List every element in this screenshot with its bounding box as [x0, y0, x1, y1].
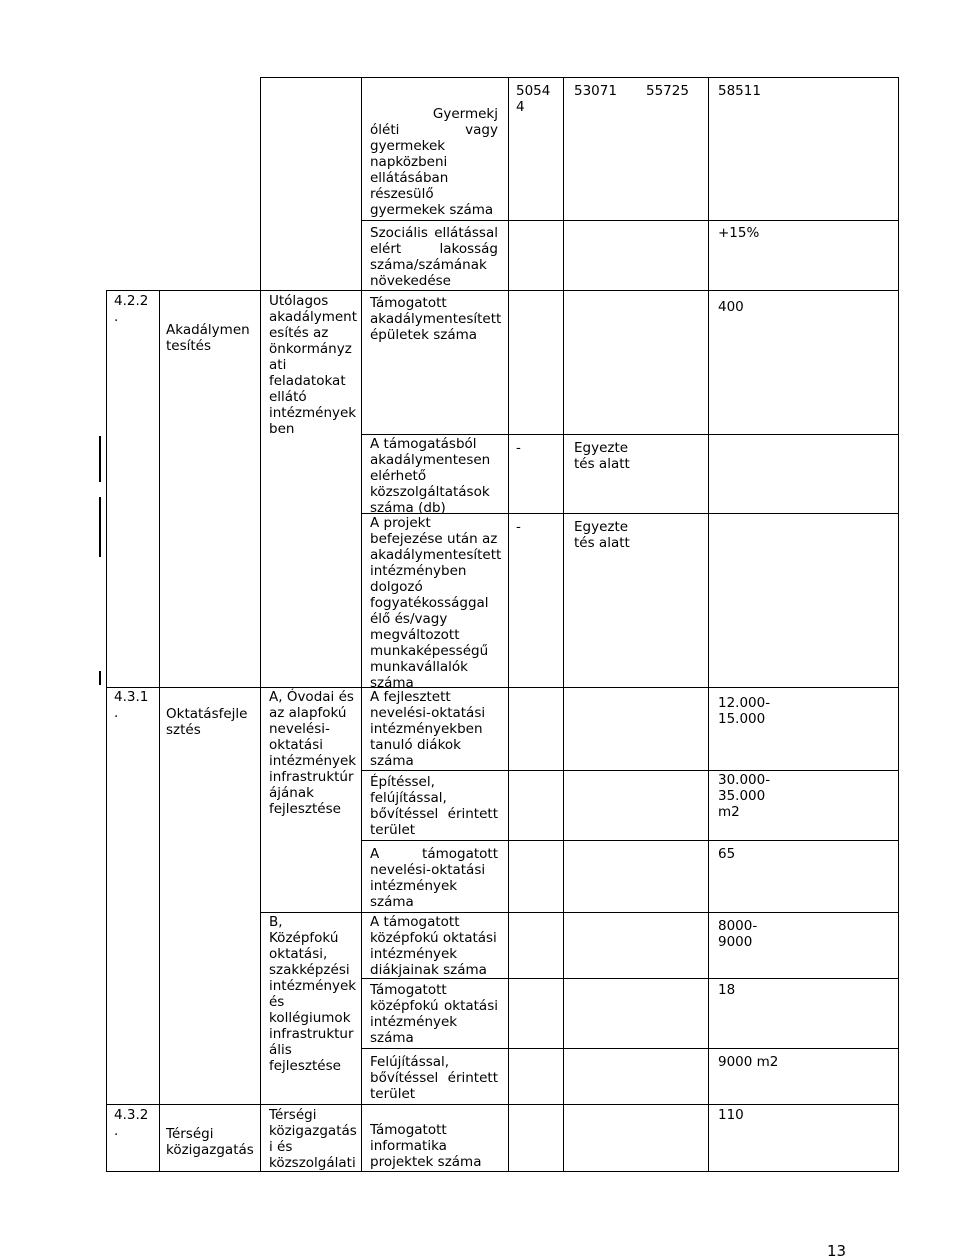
text-line: 12.000- [718, 695, 771, 711]
indicator-cell [370, 295, 502, 343]
text-line: intézményben [370, 563, 467, 579]
text-line: 4 [516, 99, 525, 115]
target-value [574, 519, 630, 551]
text-line: A fejlesztett [370, 689, 451, 705]
text-line: akadálymentesített [370, 311, 502, 327]
text-line: óléti vagy [370, 122, 498, 138]
text-line: A támogatásból [370, 436, 477, 452]
text-line: A támogatott [370, 914, 460, 930]
margin-change-bar [99, 436, 101, 482]
target-value [718, 695, 770, 727]
text-line: középfokú oktatási [370, 998, 498, 1014]
text-line: . [114, 1123, 119, 1139]
text-line: Felújítással, [370, 1054, 450, 1070]
row-rule [361, 770, 899, 771]
text-line: ellátó [269, 389, 307, 405]
text-line: gyermekek száma [370, 202, 494, 218]
table-border-bottom [106, 1171, 899, 1172]
text-line: ellátásában [370, 170, 449, 186]
text-line: munkavállalók [370, 659, 468, 675]
column-rule-name [159, 290, 160, 1172]
section-name [166, 706, 247, 738]
text-line: nevelési-oktatási [370, 862, 486, 878]
text-line: Utólagos [269, 293, 329, 309]
text-line: közigazgatás [269, 1123, 357, 1139]
text-line: önkormányz [269, 341, 352, 357]
text-line: élő és/vagy [370, 611, 448, 627]
text-line: m2 [718, 804, 740, 820]
section-number [114, 689, 148, 721]
text-line: Oktatásfejle [166, 706, 248, 722]
row-rule [106, 1104, 899, 1105]
target-value: 18 [718, 982, 736, 998]
text-line: A projekt [370, 515, 431, 531]
column-rule-values [563, 77, 564, 1172]
text-line: akadálymentesített [370, 547, 502, 563]
text-line: infrastruktur [269, 1026, 354, 1042]
text-line: esítés az [269, 325, 329, 341]
page-number: 13 [827, 1242, 847, 1260]
action-cell [269, 689, 356, 817]
target-value: 65 [718, 846, 736, 862]
text-line: épületek száma [370, 327, 478, 343]
row-rule [260, 912, 899, 913]
table-border-left [106, 290, 107, 1172]
target-value: 110 [718, 1107, 744, 1123]
text-line: Gyermekj [432, 106, 498, 122]
text-line: intézmények [269, 753, 357, 769]
text-line: munkaképességű [370, 643, 489, 659]
text-line: tanuló diákok [370, 737, 461, 753]
text-line: projektek száma [370, 1154, 482, 1170]
text-line: Támogatott [370, 982, 447, 998]
header-base-value [516, 83, 550, 115]
text-line: tesítés [166, 338, 212, 354]
text-line: intézmények [370, 946, 458, 962]
indicator-cell [370, 225, 498, 289]
header-value-3: 58511 [718, 83, 761, 99]
text-line: közszolgáltatások [370, 484, 490, 500]
text-line: és [269, 994, 285, 1010]
text-line: növekedése [370, 273, 451, 289]
indicator-cell [370, 1054, 498, 1102]
text-line: akadályment [269, 309, 358, 325]
text-line: 4.3.1 [114, 689, 149, 705]
text-line: nevelési-oktatási [370, 705, 486, 721]
text-line: száma [370, 675, 414, 691]
text-line: A támogatott [370, 846, 498, 862]
row-rule [361, 220, 899, 221]
text-line: fogyatékossággal [370, 595, 489, 611]
text-line: fejlesztése [269, 1058, 341, 1074]
text-line: Térségi [166, 1126, 214, 1142]
section-number [114, 1107, 148, 1139]
text-line: oktatási, [269, 946, 328, 962]
text-line: terület [370, 1086, 416, 1102]
indicator-cell [370, 515, 501, 691]
text-line: gyermekek [370, 138, 446, 154]
text-line: száma (db) [370, 500, 446, 516]
action-cell [269, 293, 357, 437]
text-line: dolgozó [370, 579, 423, 595]
margin-change-bar [99, 671, 101, 685]
text-line: részesülő [370, 186, 434, 202]
table-border-right [898, 77, 899, 1172]
text-line: középfokú oktatási [370, 930, 497, 946]
text-line: 8000- [718, 918, 758, 934]
text-line: diákjainak száma [370, 962, 487, 978]
text-line: i és [269, 1139, 293, 1155]
indicator-cell [370, 774, 498, 838]
text-line: Építéssel, [370, 774, 435, 790]
table-border-top [260, 77, 899, 78]
column-rule-base [508, 77, 509, 1172]
text-line: Támogatott [370, 1122, 447, 1138]
text-line: infrastruktúr [269, 769, 354, 785]
target-value [718, 918, 757, 950]
text-line: 4.2.2 [114, 293, 149, 309]
row-rule [361, 434, 899, 435]
text-line: tés alatt [574, 535, 630, 551]
text-line: 30.000- [718, 772, 771, 788]
indicator-cell [370, 1122, 481, 1170]
action-cell [269, 1107, 357, 1171]
text-line: bővítéssel érintett [370, 806, 498, 822]
text-line: befejezése után az [370, 531, 498, 547]
text-line: . [114, 309, 119, 325]
text-line: intézmények [269, 405, 357, 421]
text-line: informatika [370, 1138, 447, 1154]
text-line: Egyezte [574, 440, 629, 456]
base-value: - [516, 440, 521, 456]
text-line: ati [269, 357, 287, 373]
text-line: akadálymentesen [370, 452, 491, 468]
row-rule [106, 687, 899, 688]
text-line: kollégiumok [269, 1010, 351, 1026]
target-value [718, 772, 770, 820]
text-line: száma [370, 894, 414, 910]
indicator-cell [370, 436, 490, 516]
text-line: Szociális ellátással [370, 225, 498, 241]
indicator-cell [370, 914, 497, 978]
text-line: 4.3.2 [114, 1107, 149, 1123]
text-line: nevelési- [269, 721, 330, 737]
base-value: - [516, 519, 521, 535]
section-number [114, 293, 148, 325]
header-indicator-cell [370, 106, 498, 218]
text-line: ális [269, 1042, 292, 1058]
text-line: A, Óvodai és [269, 689, 354, 705]
section-name [166, 1126, 254, 1158]
text-line: feladatokat [269, 373, 346, 389]
row-rule [361, 978, 899, 979]
text-line: közigazgatás [166, 1142, 254, 1158]
text-line: fejlesztése [269, 801, 341, 817]
row-rule [361, 840, 899, 841]
column-rule-target [708, 77, 709, 1172]
text-line: száma/számának [370, 257, 487, 273]
margin-change-bar [99, 497, 101, 557]
target-value: 400 [718, 299, 744, 315]
indicator-cell [370, 982, 498, 1046]
text-line: Középfokú [269, 930, 339, 946]
text-line: szakképzési [269, 962, 350, 978]
indicator-cell [370, 689, 485, 769]
text-line: intézmények [269, 978, 357, 994]
text-line: elért lakosság [370, 241, 498, 257]
text-line: száma [370, 1030, 414, 1046]
text-line: közszolgálati [269, 1155, 356, 1171]
text-line: az alapfokú [269, 705, 347, 721]
text-line: 15.000 [718, 711, 766, 727]
text-line: Akadálymen [166, 322, 250, 338]
text-line: bővítéssel érintett [370, 1070, 498, 1086]
text-line: B, [269, 914, 283, 930]
text-line: 5054 [516, 83, 551, 99]
target-value: +15% [718, 225, 760, 241]
text-line: intézmények [370, 878, 458, 894]
text-line: napközbeni [370, 154, 448, 170]
text-line: Térségi [269, 1107, 317, 1123]
text-line: . [114, 705, 119, 721]
text-line: Egyezte [574, 519, 629, 535]
section-name [166, 322, 250, 354]
text-line: megváltozott [370, 627, 460, 643]
header-value-1: 53071 [574, 83, 617, 99]
indicator-cell [370, 846, 498, 910]
text-line: Támogatott [370, 295, 447, 311]
header-value-2: 55725 [646, 83, 689, 99]
text-line: 35.000 [718, 788, 766, 804]
target-value: 9000 m2 [718, 1054, 779, 1070]
text-line: 9000 [718, 934, 753, 950]
action-cell [269, 914, 356, 1074]
text-line: terület [370, 822, 416, 838]
row-rule [106, 290, 899, 291]
text-line: száma [370, 753, 414, 769]
row-rule [361, 1048, 899, 1049]
text-line: ájának [269, 785, 314, 801]
text-line: tés alatt [574, 456, 630, 472]
column-rule-action [260, 77, 261, 1172]
text-line: intézmények [370, 1014, 458, 1030]
text-line: felújítással, [370, 790, 447, 806]
text-line: elérhető [370, 468, 427, 484]
column-rule-indicator [361, 77, 362, 1172]
text-line: intézményekben [370, 721, 483, 737]
text-line: oktatási [269, 737, 323, 753]
text-line: ben [269, 421, 295, 437]
text-line: sztés [166, 722, 201, 738]
target-value [574, 440, 630, 472]
